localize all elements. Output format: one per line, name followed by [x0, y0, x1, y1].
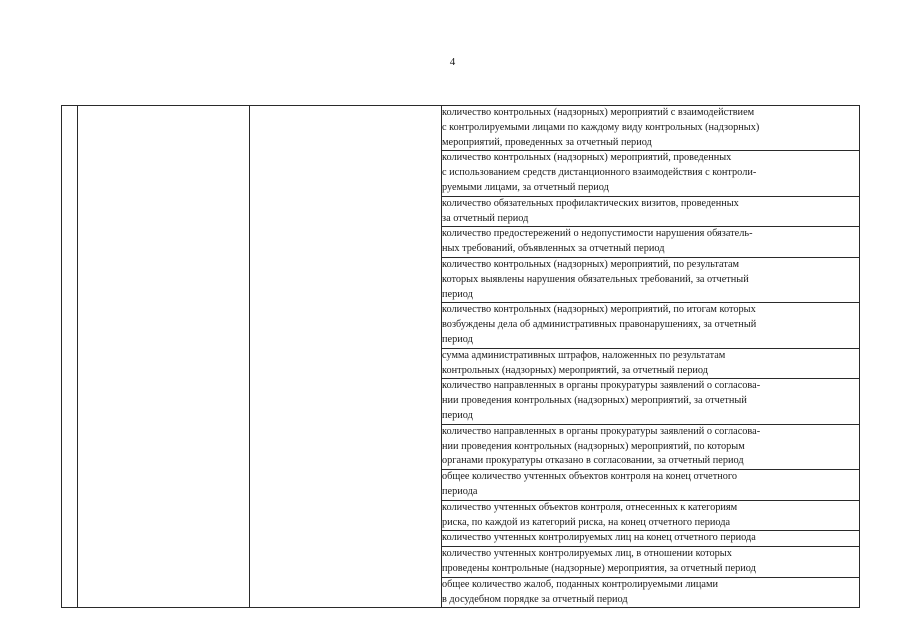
indicator-text-line: количество учтенных контролируемых лиц, в отношении которых: [442, 548, 732, 560]
indicator-text-line: возбуждены дела об административных правонарушениях, за отчетный: [442, 319, 757, 331]
indicator-text-line: ных требований, объявленных за отчетный период: [442, 243, 665, 255]
indicator-cell: [442, 531, 860, 547]
indicator-text-line: в досудебном порядке за отчетный период: [442, 593, 628, 605]
indicator-cell: [442, 424, 860, 469]
indicator-text-line: мероприятий, проведенных за отчетный период: [442, 136, 652, 148]
indicator-text-line: количество контрольных (надзорных) мероприятий, проведенных: [442, 152, 732, 164]
indicator-cell: [442, 379, 860, 424]
indicator-text-line: которых выявлены нарушения обязательных требований, за отчетный: [442, 273, 749, 285]
indicator-text-line: период: [442, 333, 473, 345]
indicator-text-line: риска, по каждой из категорий риска, на конец отчетного периода: [442, 516, 731, 528]
indicator-cell: [442, 151, 860, 196]
indicator-text-line: количество учтенных объектов контроля, отнесенных к категориям: [442, 501, 738, 513]
indicator-cell: [442, 227, 860, 258]
column-3-cell: [250, 106, 442, 608]
indicator-text-line: сумма административных штрафов, наложенных по результатам: [442, 349, 726, 361]
column-2-cell: [78, 106, 250, 608]
indicator-text-line: период: [442, 288, 473, 300]
indicator-text-line: проведены контрольные (надзорные) мероприятия, за отчетный период: [442, 562, 756, 574]
indicator-text-line: органами прокуратуры отказано в согласовании, за отчетный период: [442, 455, 744, 467]
indicator-text-line: с использованием средств дистанционного взаимодействия с контроли-: [442, 167, 757, 179]
indicator-text-line: количество учтенных контролируемых лиц на конец отчетного периода: [442, 532, 756, 544]
indicator-text-line: руемыми лицами, за отчетный период: [442, 181, 609, 193]
indicator-cell: [442, 470, 860, 501]
indicator-text-line: за отчетный период: [442, 212, 529, 224]
indicator-cell: [442, 577, 860, 608]
indicator-text-line: общее количество жалоб, поданных контролируемыми лицами: [442, 578, 719, 590]
row-number-cell: [62, 106, 78, 608]
indicator-text-line: периода: [442, 485, 478, 497]
indicator-cell: [442, 106, 860, 151]
indicator-cell: [442, 500, 860, 531]
indicator-cell: [442, 257, 860, 302]
indicator-text-line: количество контрольных (надзорных) мероприятий с взаимодействием: [442, 107, 755, 118]
indicator-text-line: общее количество учтенных объектов контроля на конец отчетного: [442, 471, 738, 483]
table-row: [62, 106, 860, 151]
indicator-cell: [442, 547, 860, 578]
indicator-cell: [442, 196, 860, 227]
indicator-text-line: количество предостережений о недопустимости нарушения обязатель-: [442, 228, 753, 240]
indicator-cell: [442, 348, 860, 379]
indicators-table: [61, 105, 860, 608]
page-number: 4: [449, 56, 456, 68]
indicator-text-line: количество направленных в органы прокуратуры заявлений о согласова-: [442, 425, 761, 437]
indicator-cell: [442, 303, 860, 348]
indicator-text-line: нии проведения контрольных (надзорных) мероприятий, по которым: [442, 440, 745, 452]
indicator-text-line: количество контрольных (надзорных) мероприятий, по итогам которых: [442, 304, 756, 316]
indicator-text-line: с контролируемыми лицами по каждому виду контрольных (надзорных): [442, 121, 760, 133]
indicator-text-line: количество направленных в органы прокуратуры заявлений о согласова-: [442, 380, 761, 392]
indicator-text-line: контрольных (надзорных) мероприятий, за отчетный период: [442, 364, 708, 376]
indicator-text-line: нии проведения контрольных (надзорных) мероприятий, за отчетный: [442, 395, 747, 407]
indicator-text-line: период: [442, 409, 473, 421]
indicator-text-line: количество контрольных (надзорных) мероприятий, по результатам: [442, 258, 740, 270]
indicator-text-line: количество обязательных профилактических визитов, проведенных: [442, 197, 739, 209]
